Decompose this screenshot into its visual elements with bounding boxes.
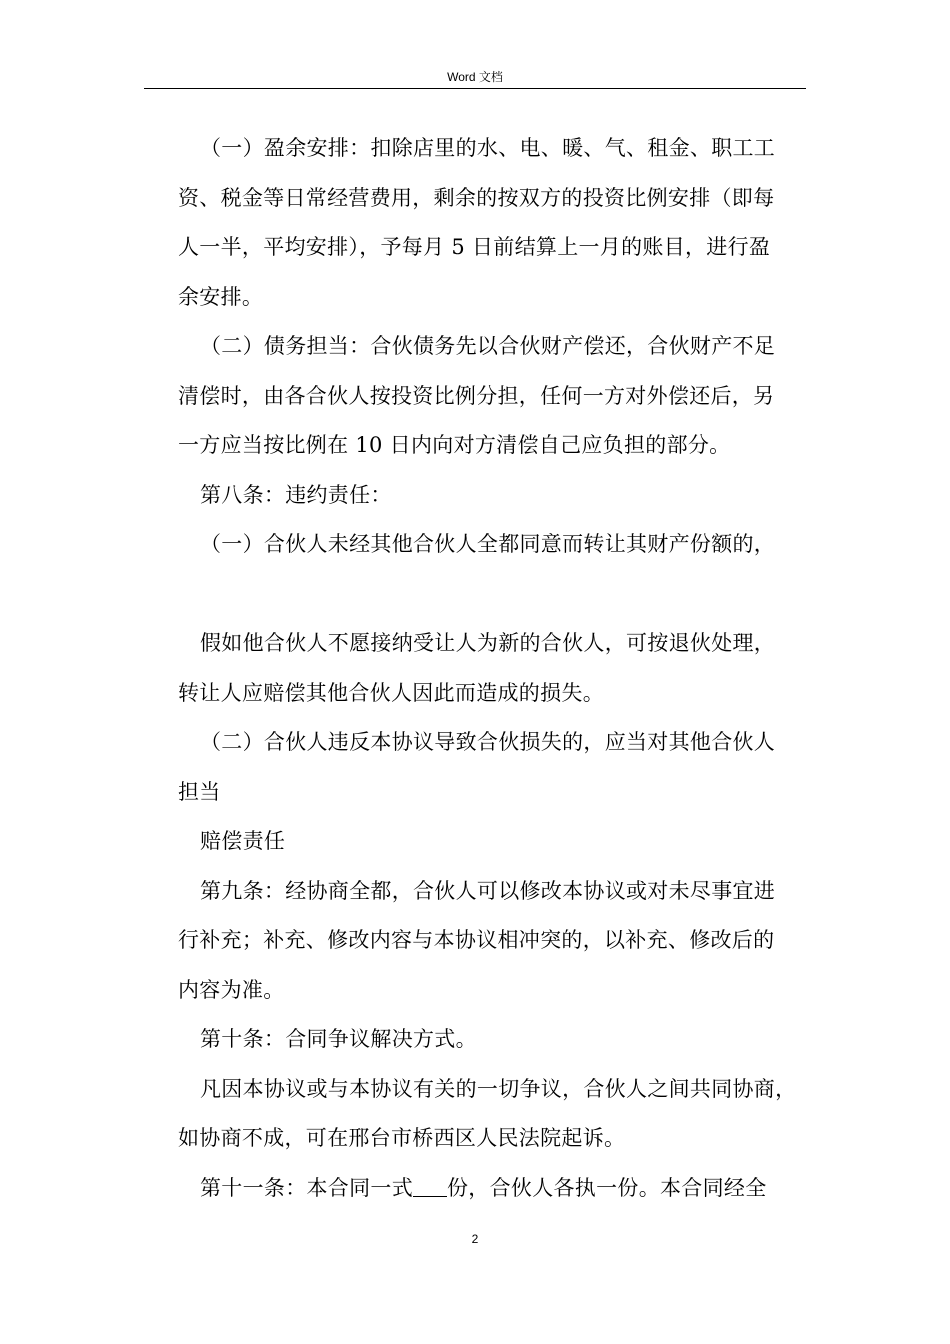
paragraph-line: 假如他合伙人不愿接纳受让人为新的合伙人，可按退伙处理， — [200, 631, 776, 655]
paragraph-line: 赔偿责任 — [200, 829, 286, 853]
page-number: 2 — [471, 1232, 479, 1246]
page-header-title: Word 文档 — [447, 70, 503, 84]
section-heading — [178, 1164, 808, 1214]
paragraph-line: 内容为准。 — [178, 977, 285, 1002]
blank-line — [178, 570, 808, 620]
paragraph-line: （二）债务担当：合伙债务先以合伙财产偿还，合伙财产不足 — [200, 334, 776, 358]
paragraph-line: 担当 — [178, 779, 221, 804]
paragraph-line: （一）盈余安排：扣除店里的水、电、暖、气、租金、职工工 — [200, 136, 776, 160]
paragraph-line: 余安排。 — [178, 284, 264, 309]
paragraph-line: 资、税金等日常经营费用，剩余的按双方的投资比例安排（即每 — [178, 185, 775, 210]
paragraph-line: 如协商不成，可在邢台市桥西区人民法院起诉。 — [178, 1126, 626, 1150]
paragraph-line: 转让人应赔偿其他合伙人因此而造成的损失。 — [178, 680, 604, 705]
paragraph-line: 一方应当按比例在 10 日内向对方清偿自己应负担的部分。 — [178, 433, 731, 457]
section-heading: 第九条：经协商全都，合伙人可以修改本协议或对未尽事宜进 — [200, 878, 776, 903]
paragraph-line: 人一半，平均安排），予每月 5 日前结算上一月的账目，进行盈 — [178, 235, 771, 259]
document-body — [178, 124, 808, 1213]
paragraph-line: 行补充；补充、修改内容与本协议相冲突的，以补充、修改后的 — [178, 928, 775, 952]
paragraph-line: 凡因本协议或与本协议有关的一切争议，合伙人之间共同协商， — [200, 1076, 797, 1101]
header-divider — [144, 88, 806, 89]
paragraph-line: （一）合伙人未经其他合伙人全都同意而转让其财产份额的， — [200, 532, 776, 556]
section-heading: 第十条：合同争议解决方式。 — [200, 1027, 477, 1051]
section-heading: 第八条：违约责任： — [200, 482, 392, 507]
fill-in-blank — [413, 1178, 447, 1197]
paragraph-line: （二）合伙人违反本协议导致合伙损失的，应当对其他合伙人 — [200, 730, 776, 754]
line-text-after-blank: 份，合伙人各执一份。本合同经全 — [447, 1175, 767, 1200]
line-text-before-blank: 第十一条：本合同一式 — [200, 1175, 413, 1200]
paragraph-line: 清偿时，由各合伙人按投资比例分担，任何一方对外偿还后，另 — [178, 383, 775, 408]
